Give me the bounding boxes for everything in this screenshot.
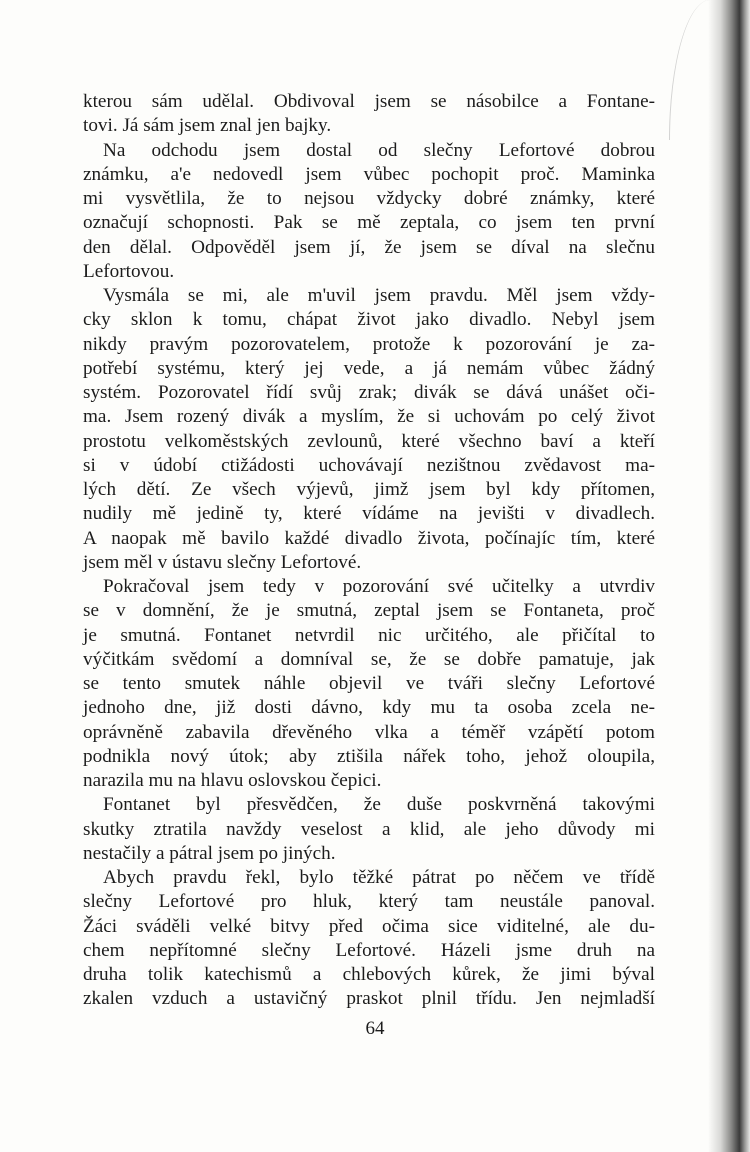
text-line: Lefortovou. [83,260,175,282]
text-line: se v domnění, že je smutná, zeptal jsem se Fontaneta, proč [83,600,655,622]
text-line: systém. Pozorovatel řídí svůj zrak; divák se dává unášet oči- [83,382,655,403]
text-line: známku, a'e nedovedl jsem vůbec pochopit proč. Maminka [83,163,655,185]
text-line: si v údobí ctižádosti uchovávají nezištnou zvědavost ma- [83,454,655,476]
text-line: oprávněně zabavila dřevěného vlka a téměř vzápětí potom [83,721,655,743]
text-line: tovi. Já sám jsem znal jen bajky. [83,115,332,137]
text-line: narazila mu na hlavu oslovskou čepici. [83,770,382,791]
text-line: Vysmála se mi, ale m'uvil jsem pravdu. Měl jsem vždy- [103,285,655,306]
binding-shadow [708,0,750,1152]
text-line: jsem měl v ústavu slečny Lefortové. [83,551,362,573]
text-line: ma. Jsem rozený divák a myslím, že si uchovám po celý život [83,406,655,428]
text-line: Na odchodu jsem dostal od slečny Lefortové dobrou [103,139,655,161]
text-line: cky sklon k tomu, chápat život jako divadlo. Nebyl jsem [83,309,655,331]
text-line: označují schopnosti. Pak se mě zeptala, co jsem ten první [83,212,655,234]
text-line: den dělal. Odpověděl jsem jí, že jsem se díval na slečnu [83,236,655,258]
text-line: nikdy pravým pozorovatelem, protože k pozorování je za- [83,333,655,355]
body-text [83,90,655,1012]
text-line: A naopak mě bavilo každé divadlo života, počínajíc tím, které [83,527,655,549]
text-line: Pokračoval jsem tedy v pozorování své učitelky a utvrdiv [103,576,655,597]
text-line: prostotu velkoměstských zevlounů, které všechno baví a kteří [83,430,655,452]
text-line: slečny Lefortové pro hluk, který tam neustále panoval. [83,891,655,913]
text-line: jednoho dne, již dosti dávno, kdy mu ta osoba zcela ne- [83,697,655,719]
text-line: mi vysvětlila, že to nejsou vždycky dobré známky, které [83,188,655,209]
page-edge-curve [669,0,710,140]
text-line: výčitkám svědomí a domníval se, že se dobře pamatuje, jak [83,648,655,670]
text-line: zkalen vzduch a ustavičný praskot plnil třídu. Jen nejmladší [83,988,655,1010]
text-line: chem nepřítomné slečny Lefortové. Házeli jsme druh na [83,939,655,961]
text-line: Abych pravdu řekl, bylo těžké pátrat po něčem ve třídě [103,867,655,888]
text-line: je smutná. Fontanet netvrdil nic určitého, ale přičítal to [83,624,655,646]
text-line: Žáci sváděli velké bitvy před očima sice viditelné, ale du- [83,915,655,937]
text-line: nudily mě jedině ty, které vídáme na jevišti v divadlech. [83,503,655,525]
text-line: Fontanet byl přesvědčen, že duše poskvrněná takovými [103,794,655,816]
page-number: 64 [365,1018,385,1039]
text-line: kterou sám udělal. Obdivoval jsem se násobilce a Fontane- [83,91,655,112]
text-line: nestačily a pátral jsem po jiných. [83,842,336,864]
text-line: druha tolik katechismů a chlebových kůrek, že jimi býval [83,964,655,985]
text-line: potřebí systému, který jej vede, a já nemám vůbec žádný [83,357,655,379]
text-line: lých dětí. Ze všech výjevů, jimž jsem byl kdy přítomen, [83,479,655,500]
text-line: podnikla nový útok; aby ztišila nářek toho, jehož oloupila, [83,745,655,767]
text-line: skutky ztratila navždy veselost a klid, ale jeho důvody mi [83,818,655,840]
text-line: se tento smutek náhle objevil ve tváři slečny Lefortové [83,673,655,694]
